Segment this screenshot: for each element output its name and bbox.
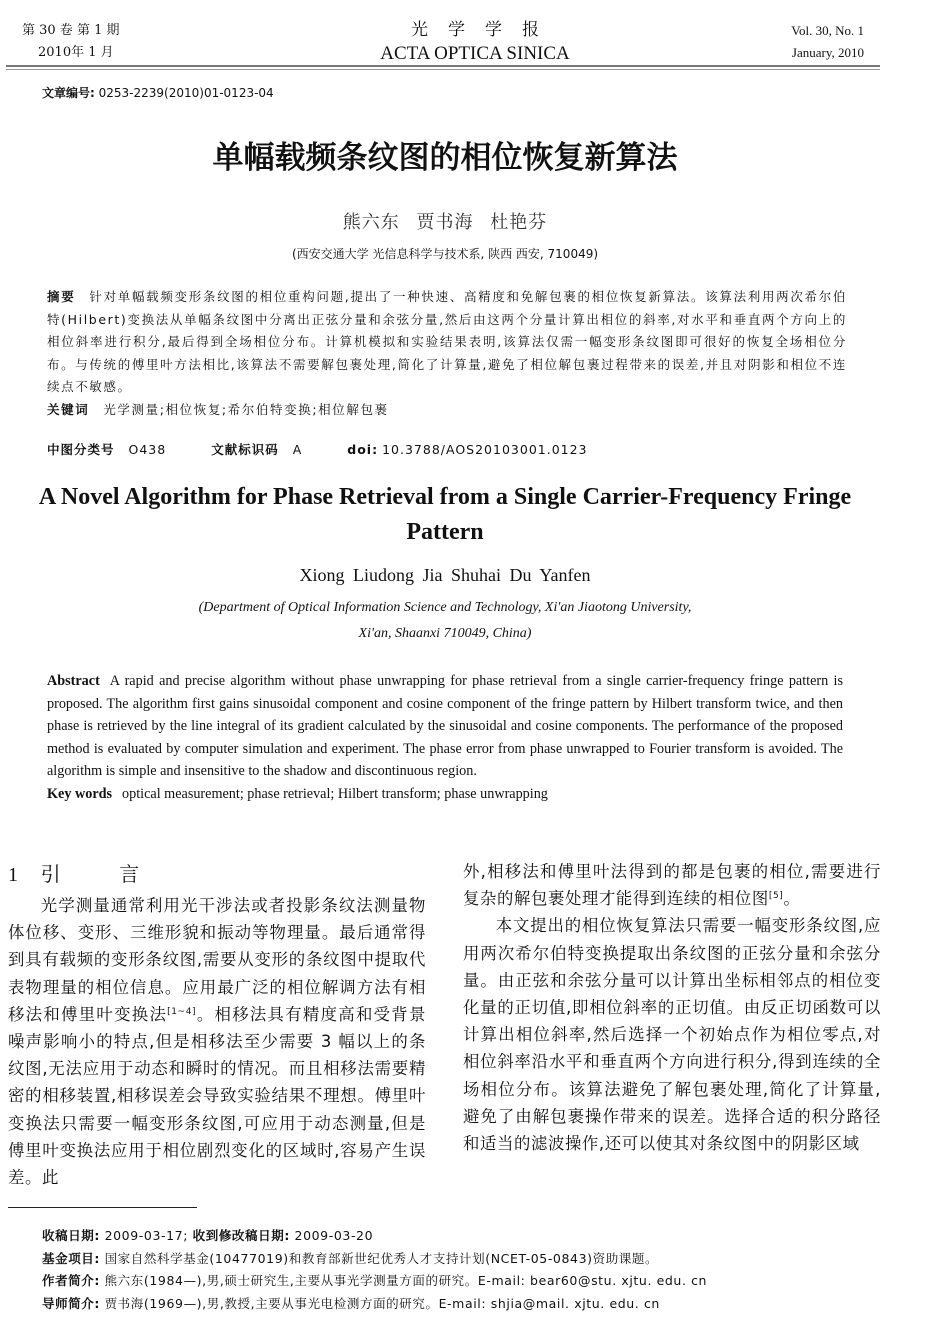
footnote-author — [42, 1270, 707, 1293]
paper-title-en: A Novel Algorithm for Phase Retrieval from a Single Carrier-Frequency Fringe Pattern — [38, 484, 852, 545]
doi-label: doi: — [347, 442, 379, 457]
clc-label: 中图分类号 — [47, 442, 115, 457]
author-bio-label: 作者简介: — [42, 1273, 100, 1288]
footnotes — [42, 1225, 707, 1315]
article-number-label: 文章编号: — [42, 86, 95, 100]
revised-value: 2009-03-20 — [294, 1228, 374, 1243]
header-volume-en — [791, 20, 864, 64]
fund-value: 国家自然科学基金(10477019)和教育部新世纪优秀人才支持计划(NCET-05-0843)资助课题。 — [104, 1250, 659, 1266]
advisor-bio-label: 导师简介: — [42, 1295, 100, 1311]
keywords-en — [47, 783, 843, 806]
doc-code-label: 文献标识码 — [211, 442, 279, 457]
section-title-part2: 言 — [119, 864, 140, 886]
body-paragraph: 本文提出的相位恢复算法只需要一幅变形条纹图,应用两次希尔伯特变换提取出条纹图的正弦分量和余弦分量。由正弦和余弦分量可以计算出坐标相邻点的相位变化量的正切值,即相位斜率的正切值。由反正切函数可以计算出相位斜率,然后选择一个初始点作为相位零点,对相位斜率沿水平和垂直两个方向进行积分,得到连续的全场相位分布。该算法避免了解包裹处理,简化了计算量,避免了由解包裹操作带来的误差。选择合适的积分路径和适当的滤波操作,还可以使其对条纹图中的阴影区域 — [463, 916, 881, 1154]
abstract-en-paragraph — [47, 670, 843, 783]
revised-label: 收到修改稿日期: — [192, 1228, 290, 1243]
advisor-bio-value: 贾书海(1969—),男,教授,主要从事光电检测方面的研究。E-mail: shjia@mail. xjtu. edu. cn — [104, 1295, 660, 1311]
body-text: 。相移法具有精度高和受背景噪声影响小的特点,但是相移法至少需要 3 幅以上的条纹图,无法应用于动态和瞬时的情况。而且相移法需要精密的相移装置,相移误差会导致实验结果不理想。傅里叶变换法只需要一幅变形条纹图,可应用于动态测量,但是傅里叶变换法应用于相位剧烈变化的区域时,容易产生误差。此 — [8, 1004, 426, 1188]
article-number — [42, 84, 274, 101]
section-heading — [8, 858, 426, 892]
body-column-right — [463, 858, 881, 1157]
abstract-en-text: A rapid and precise algorithm without phase unwrapping for phase retrieval from a single carrier-frequency fringe pattern is proposed. The algorithm first gains sinusoidal component and cosine component of the fringe pattern by Hilbert transform twice, and then phase is retrieved by the line integral of its gradient calculated by the sinusoidal and cosine components. The performance of the proposed method is evaluated by computer simulation and experiment. The phase error from phase unwrapped to Fourier transform is avoided. The algorithm is simple and insensitive to the shadow and discontinuous region. — [47, 673, 843, 780]
article-number-value: 0253-2239(2010)01-0123-04 — [98, 86, 274, 100]
affiliation-en-line1: (Department of Optical Information Science and Technology, Xi'an Jiaotong University, — [198, 600, 692, 615]
classification-row — [47, 440, 602, 458]
footnote-advisor — [42, 1293, 707, 1316]
journal-name-en: ACTA OPTICA SINICA — [380, 43, 570, 64]
journal-name-cn: 光学学报 — [411, 20, 559, 39]
abstract-cn-paragraph — [47, 286, 847, 399]
keywords-cn — [47, 399, 847, 422]
doc-code-value: A — [292, 442, 303, 457]
body-text: 光学测量通常利用光干涉法或者投影条纹法测量物体位移、变形、三维形貌和振动等物理量。最后通常得到具有载频的变形条纹图,需要从变形的条纹图中提取代表物理量的相位信息。应用最广泛的相位解调方法有相移法和傅里叶变换法 — [8, 896, 426, 1024]
body-paragraph — [463, 858, 881, 912]
volume-issue-en: Vol. 30, No. 1 — [791, 23, 864, 38]
keywords-cn-text: 光学测量;相位恢复;希尔伯特变换;相位解包裹 — [103, 401, 389, 417]
received-value: 2009-03-17; — [104, 1228, 189, 1243]
paper-title-cn: 单幅载频条纹图的相位恢复新算法 — [212, 140, 678, 176]
footnote-received — [42, 1225, 707, 1248]
abstract-en — [47, 670, 843, 806]
authors-cn: 熊六东 贾书海 杜艳芬 — [342, 212, 548, 233]
volume-issue-cn: 第 30 卷 第 1 期 — [22, 23, 120, 38]
affiliation-en-line2: Xi'an, Shaanxi 710049, China) — [358, 626, 532, 641]
body-text: 。 — [783, 889, 801, 909]
keywords-cn-label: 关键词 — [47, 401, 90, 417]
citation[interactable]: [5] — [768, 891, 784, 902]
abstract-cn-label: 摘要 — [47, 289, 76, 304]
abstract-cn-text: 针对单幅载频变形条纹图的相位重构问题,提出了一种快速、高精度和免解包裹的相位恢复新算法。该算法利用两次希尔伯特(Hilbert)变换法从单幅条纹图中分离出正弦分量和余弦分量,然后由这两个分量计算出相位的斜率,对水平和垂直两个方向上的相位斜率进行积分,最后得到全场相位分布。计算机模拟和实验结果表明,该算法仅需一幅变形条纹图即可很好的恢复全场相位分布。与传统的傅里叶方法相比,该算法不需要解包裹处理,简化了计算量,避免了相位解包裹过程带来的误差,并且对阴影和相位不连续点不敏感。 — [47, 289, 847, 394]
footnote-fund — [42, 1248, 707, 1271]
received-label: 收稿日期: — [42, 1228, 100, 1243]
abstract-cn — [47, 286, 847, 421]
author-bio-value: 熊六东(1984—),男,硕士研究生,主要从事光学测量方面的研究。E-mail: bear60@stu. xjtu. edu. cn — [104, 1273, 708, 1288]
keywords-en-text: optical measurement; phase retrieval; Hilbert transform; phase unwrapping — [122, 785, 548, 802]
authors-en: Xiong Liudong Jia Shuhai Du Yanfen — [299, 565, 591, 585]
body-paragraph — [8, 892, 426, 1191]
footnote-separator — [8, 1207, 197, 1208]
body-column-left — [8, 858, 426, 1191]
affiliation-en — [0, 595, 890, 647]
doi-value: 10.3788/AOS20103001.0123 — [382, 442, 588, 457]
date-cn: 2010年 1 月 — [38, 45, 114, 60]
keywords-en-label: Key words — [47, 785, 113, 802]
date-en: January, 2010 — [791, 45, 864, 60]
body-text: 外,相移法和傅里叶法得到的都是包裹的相位,需要进行复杂的解包裹处理才能得到连续的相位图 — [463, 862, 881, 909]
header-rule-thin — [6, 69, 880, 70]
citation[interactable]: [1~4] — [167, 1006, 197, 1017]
section-title-part1: 引 — [40, 864, 62, 886]
clc-value: O438 — [128, 442, 167, 457]
header-rule-thick — [6, 65, 880, 67]
abstract-en-label: Abstract — [47, 673, 100, 689]
fund-label: 基金项目: — [42, 1250, 100, 1266]
affiliation-cn: (西安交通大学 光信息科学与技术系, 陕西 西安, 710049) — [291, 247, 599, 261]
section-number: 1 — [8, 864, 19, 886]
